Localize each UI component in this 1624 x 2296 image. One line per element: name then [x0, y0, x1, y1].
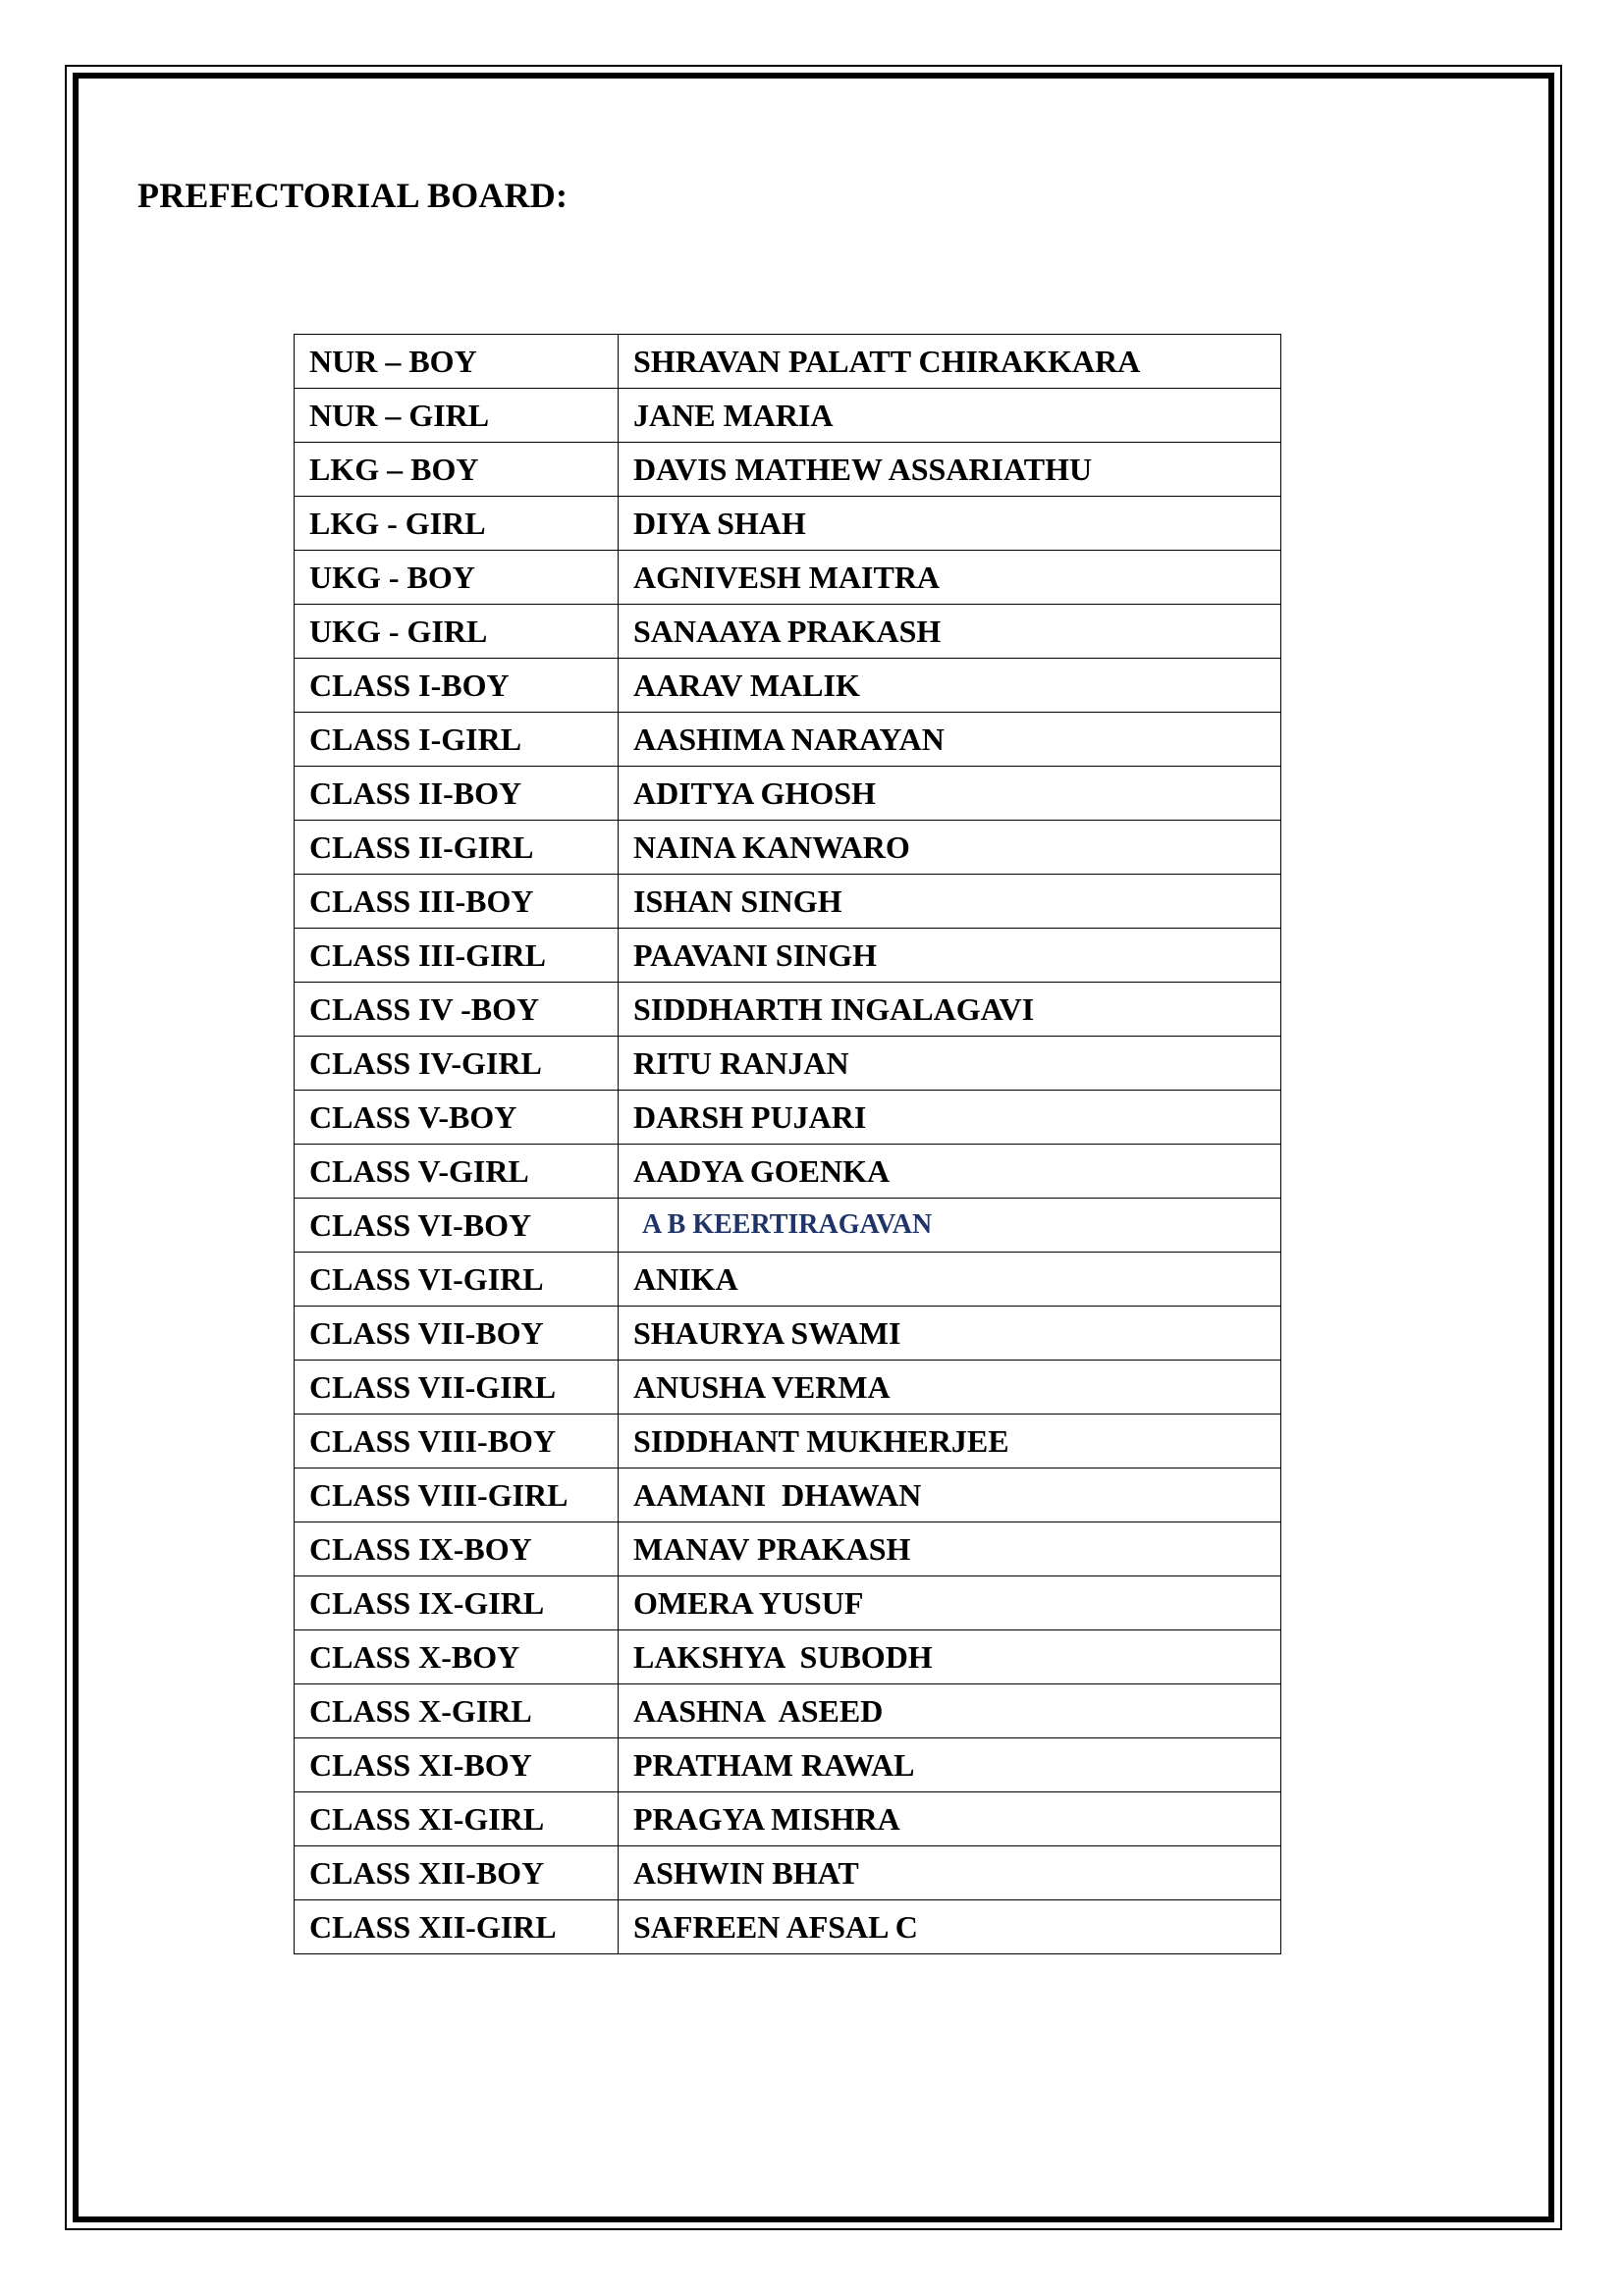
class-category-cell: CLASS II-GIRL [295, 821, 619, 875]
prefect-name-cell: PRAGYA MISHRA [619, 1792, 1281, 1846]
class-category-cell: NUR – GIRL [295, 389, 619, 443]
class-category-cell: CLASS VII-GIRL [295, 1361, 619, 1415]
table-row [295, 659, 1281, 713]
class-category-cell: CLASS XI-GIRL [295, 1792, 619, 1846]
class-category-cell: CLASS VI-BOY [295, 1199, 619, 1253]
table-row [295, 443, 1281, 497]
class-category-cell: CLASS IV-GIRL [295, 1037, 619, 1091]
table-row [295, 1037, 1281, 1091]
class-category-cell: CLASS IX-GIRL [295, 1576, 619, 1630]
table-row [295, 713, 1281, 767]
prefect-name-cell: SIDDHANT MUKHERJEE [619, 1415, 1281, 1468]
table-row [295, 551, 1281, 605]
prefect-name-cell: DAVIS MATHEW ASSARIATHU [619, 443, 1281, 497]
table-row [295, 1415, 1281, 1468]
prefect-name-cell: PAAVANI SINGH [619, 929, 1281, 983]
table-row [295, 1091, 1281, 1145]
table-row [295, 1630, 1281, 1684]
prefect-name-cell: LAKSHYA SUBODH [619, 1630, 1281, 1684]
prefect-name-cell: DARSH PUJARI [619, 1091, 1281, 1145]
table-row [295, 1522, 1281, 1576]
prefect-name-cell: AASHNA ASEED [619, 1684, 1281, 1738]
table-row [295, 389, 1281, 443]
table-row [295, 875, 1281, 929]
page-title: PREFECTORIAL BOARD: [137, 176, 568, 215]
prefect-name-cell: RITU RANJAN [619, 1037, 1281, 1091]
prefect-name-cell: SAFREEN AFSAL C [619, 1900, 1281, 1954]
prefect-name-cell: PRATHAM RAWAL [619, 1738, 1281, 1792]
prefect-name-cell: ANIKA [619, 1253, 1281, 1307]
table-row [295, 1738, 1281, 1792]
class-category-cell: LKG - GIRL [295, 497, 619, 551]
prefect-name-cell: DIYA SHAH [619, 497, 1281, 551]
class-category-cell: CLASS III-GIRL [295, 929, 619, 983]
table-row [295, 1468, 1281, 1522]
prefect-name-cell: ANUSHA VERMA [619, 1361, 1281, 1415]
table-row [295, 1145, 1281, 1199]
class-category-cell: CLASS I-BOY [295, 659, 619, 713]
class-category-cell: CLASS VI-GIRL [295, 1253, 619, 1307]
class-category-cell: CLASS XII-GIRL [295, 1900, 619, 1954]
table-row [295, 821, 1281, 875]
table-row [295, 1361, 1281, 1415]
prefect-name-cell: ISHAN SINGH [619, 875, 1281, 929]
table-row [295, 983, 1281, 1037]
table-row [295, 1684, 1281, 1738]
class-category-cell: UKG - BOY [295, 551, 619, 605]
class-category-cell: CLASS X-GIRL [295, 1684, 619, 1738]
table-row [295, 929, 1281, 983]
table-row [295, 497, 1281, 551]
class-category-cell: CLASS VIII-BOY [295, 1415, 619, 1468]
table-row [295, 605, 1281, 659]
table-row [295, 1199, 1281, 1253]
class-category-cell: CLASS XI-BOY [295, 1738, 619, 1792]
prefect-name-cell: JANE MARIA [619, 389, 1281, 443]
table-row [295, 1307, 1281, 1361]
class-category-cell: CLASS X-BOY [295, 1630, 619, 1684]
table-row [295, 1576, 1281, 1630]
prefect-name-cell: SANAAYA PRAKASH [619, 605, 1281, 659]
prefect-name-cell: MANAV PRAKASH [619, 1522, 1281, 1576]
prefect-table-body [295, 335, 1281, 1954]
class-category-cell: CLASS XII-BOY [295, 1846, 619, 1900]
prefect-name-cell: AADYA GOENKA [619, 1145, 1281, 1199]
prefect-name-cell: SIDDHARTH INGALAGAVI [619, 983, 1281, 1037]
class-category-cell: CLASS II-BOY [295, 767, 619, 821]
prefect-name-cell: AAMANI DHAWAN [619, 1468, 1281, 1522]
class-category-cell: CLASS VIII-GIRL [295, 1468, 619, 1522]
table-row [295, 1792, 1281, 1846]
prefect-name-cell: SHAURYA SWAMI [619, 1307, 1281, 1361]
class-category-cell: CLASS IV -BOY [295, 983, 619, 1037]
class-category-cell: CLASS VII-BOY [295, 1307, 619, 1361]
prefect-name-cell: AASHIMA NARAYAN [619, 713, 1281, 767]
prefect-name-cell: ASHWIN BHAT [619, 1846, 1281, 1900]
table-row [295, 767, 1281, 821]
prefect-name-cell: SHRAVAN PALATT CHIRAKKARA [619, 335, 1281, 389]
class-category-cell: CLASS IX-BOY [295, 1522, 619, 1576]
prefect-name-cell: NAINA KANWARO [619, 821, 1281, 875]
class-category-cell: CLASS III-BOY [295, 875, 619, 929]
prefect-name-cell: AARAV MALIK [619, 659, 1281, 713]
prefect-name-cell: OMERA YUSUF [619, 1576, 1281, 1630]
prefect-name-cell: ADITYA GHOSH [619, 767, 1281, 821]
class-category-cell: CLASS V-BOY [295, 1091, 619, 1145]
class-category-cell: NUR – BOY [295, 335, 619, 389]
table-row [295, 1253, 1281, 1307]
class-category-cell: UKG - GIRL [295, 605, 619, 659]
class-category-cell: LKG – BOY [295, 443, 619, 497]
class-category-cell: CLASS V-GIRL [295, 1145, 619, 1199]
table-row [295, 1846, 1281, 1900]
table-row [295, 1900, 1281, 1954]
class-category-cell: CLASS I-GIRL [295, 713, 619, 767]
table-row [295, 335, 1281, 389]
prefect-table [294, 334, 1281, 1954]
prefect-name-cell: A B KEERTIRAGAVAN [619, 1199, 1281, 1253]
prefect-name-cell: AGNIVESH MAITRA [619, 551, 1281, 605]
